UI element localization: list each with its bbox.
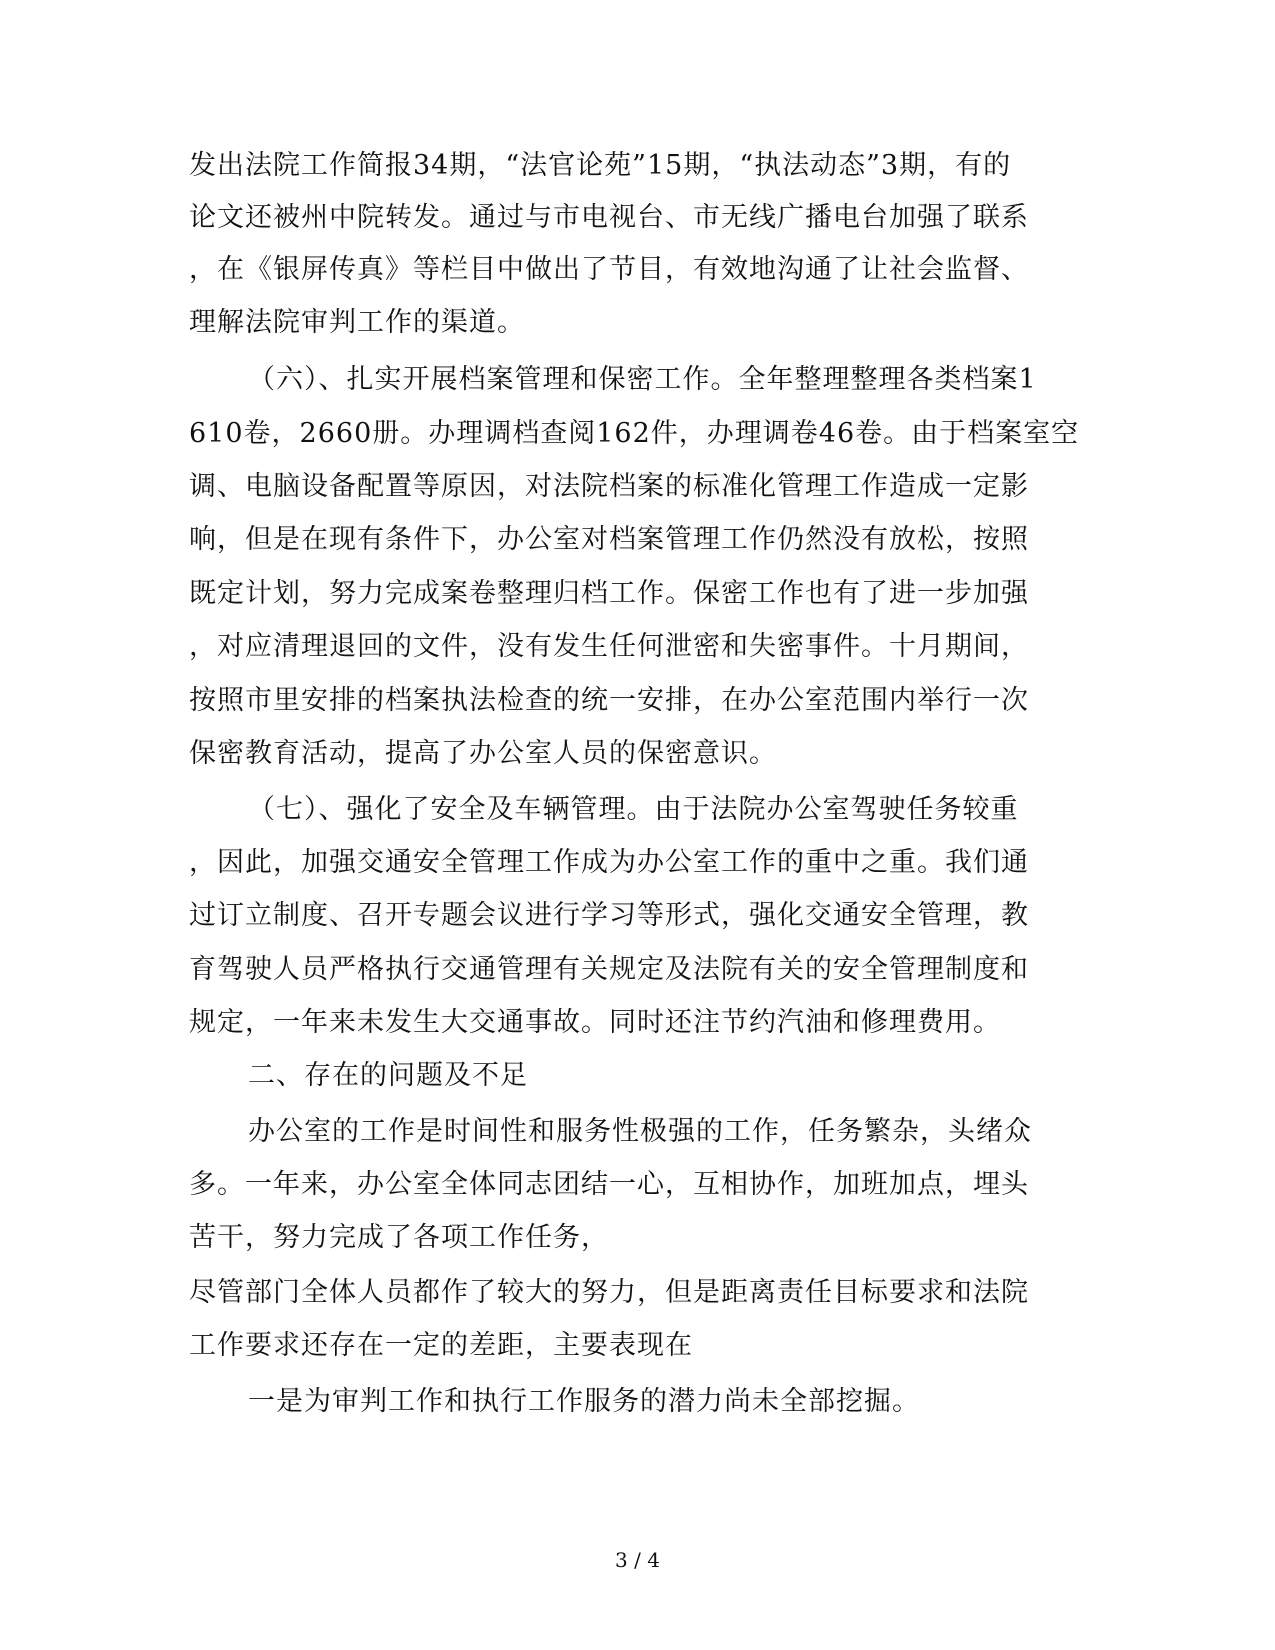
paragraph-seven-heading: （七）、强化了安全及车辆管理。由于法院办公室驾驶任务较重 — [248, 794, 1019, 825]
text-line: 保密教育活动，提高了办公室人员的保密意识。 — [189, 738, 777, 769]
text-line: 响，但是在现有条件下，办公室对档案管理工作仍然没有放松，按照 — [189, 524, 1029, 555]
text-line: 工作要求还存在一定的差距，主要表现在 — [189, 1330, 693, 1361]
text-line: 论文还被州中院转发。通过与市电视台、市无线广播电台加强了联系 — [189, 202, 1029, 233]
text-line: ，在《银屏传真》等栏目中做出了节目，有效地沟通了让社会监督、 — [189, 254, 1029, 285]
text-line: 育驾驶人员严格执行交通管理有关规定及法院有关的安全管理制度和 — [189, 954, 1029, 985]
section-heading: 二、存在的问题及不足 — [248, 1060, 528, 1091]
text-line: 理解法院审判工作的渠道。 — [189, 307, 525, 338]
text-line: ，因此，加强交通安全管理工作成为办公室工作的重中之重。我们通 — [189, 847, 1029, 878]
text-line: ，对应清理退回的文件，没有发生任何泄密和失密事件。十月期间， — [189, 631, 1029, 662]
text-line: 610卷，2660册。办理调档查阅162件，办理调卷46卷。由于档案室空 — [189, 418, 1080, 449]
text-line: 尽管部门全体人员都作了较大的努力，但是距离责任目标要求和法院 — [189, 1277, 1029, 1308]
text-line: 发出法院工作简报34期，“法官论苑”15期，“执法动态”3期，有的 — [189, 150, 1012, 181]
text-line: 办公室的工作是时间性和服务性极强的工作，任务繁杂，头绪众 — [248, 1116, 1032, 1147]
page-number: 3 / 4 — [615, 1548, 660, 1572]
text-line: 苦干，努力完成了各项工作任务， — [189, 1222, 609, 1253]
text-line: 过订立制度、召开专题会议进行学习等形式，强化交通安全管理，教 — [189, 900, 1029, 931]
text-line: 多。一年来，办公室全体同志团结一心，互相协作，加班加点，埋头 — [189, 1169, 1029, 1200]
text-line: 按照市里安排的档案执法检查的统一安排，在办公室范围内举行一次 — [189, 685, 1029, 716]
text-line: 既定计划，努力完成案卷整理归档工作。保密工作也有了进一步加强 — [189, 578, 1029, 609]
text-line: 调、电脑设备配置等原因，对法院档案的标准化管理工作造成一定影 — [189, 471, 1029, 502]
text-line: 规定，一年来未发生大交通事故。同时还注节约汽油和修理费用。 — [189, 1007, 1001, 1038]
paragraph-six-heading: （六）、扎实开展档案管理和保密工作。全年整理整理各类档案1 — [248, 364, 1037, 395]
text-line: 一是为审判工作和执行工作服务的潜力尚未全部挖掘。 — [248, 1386, 920, 1417]
